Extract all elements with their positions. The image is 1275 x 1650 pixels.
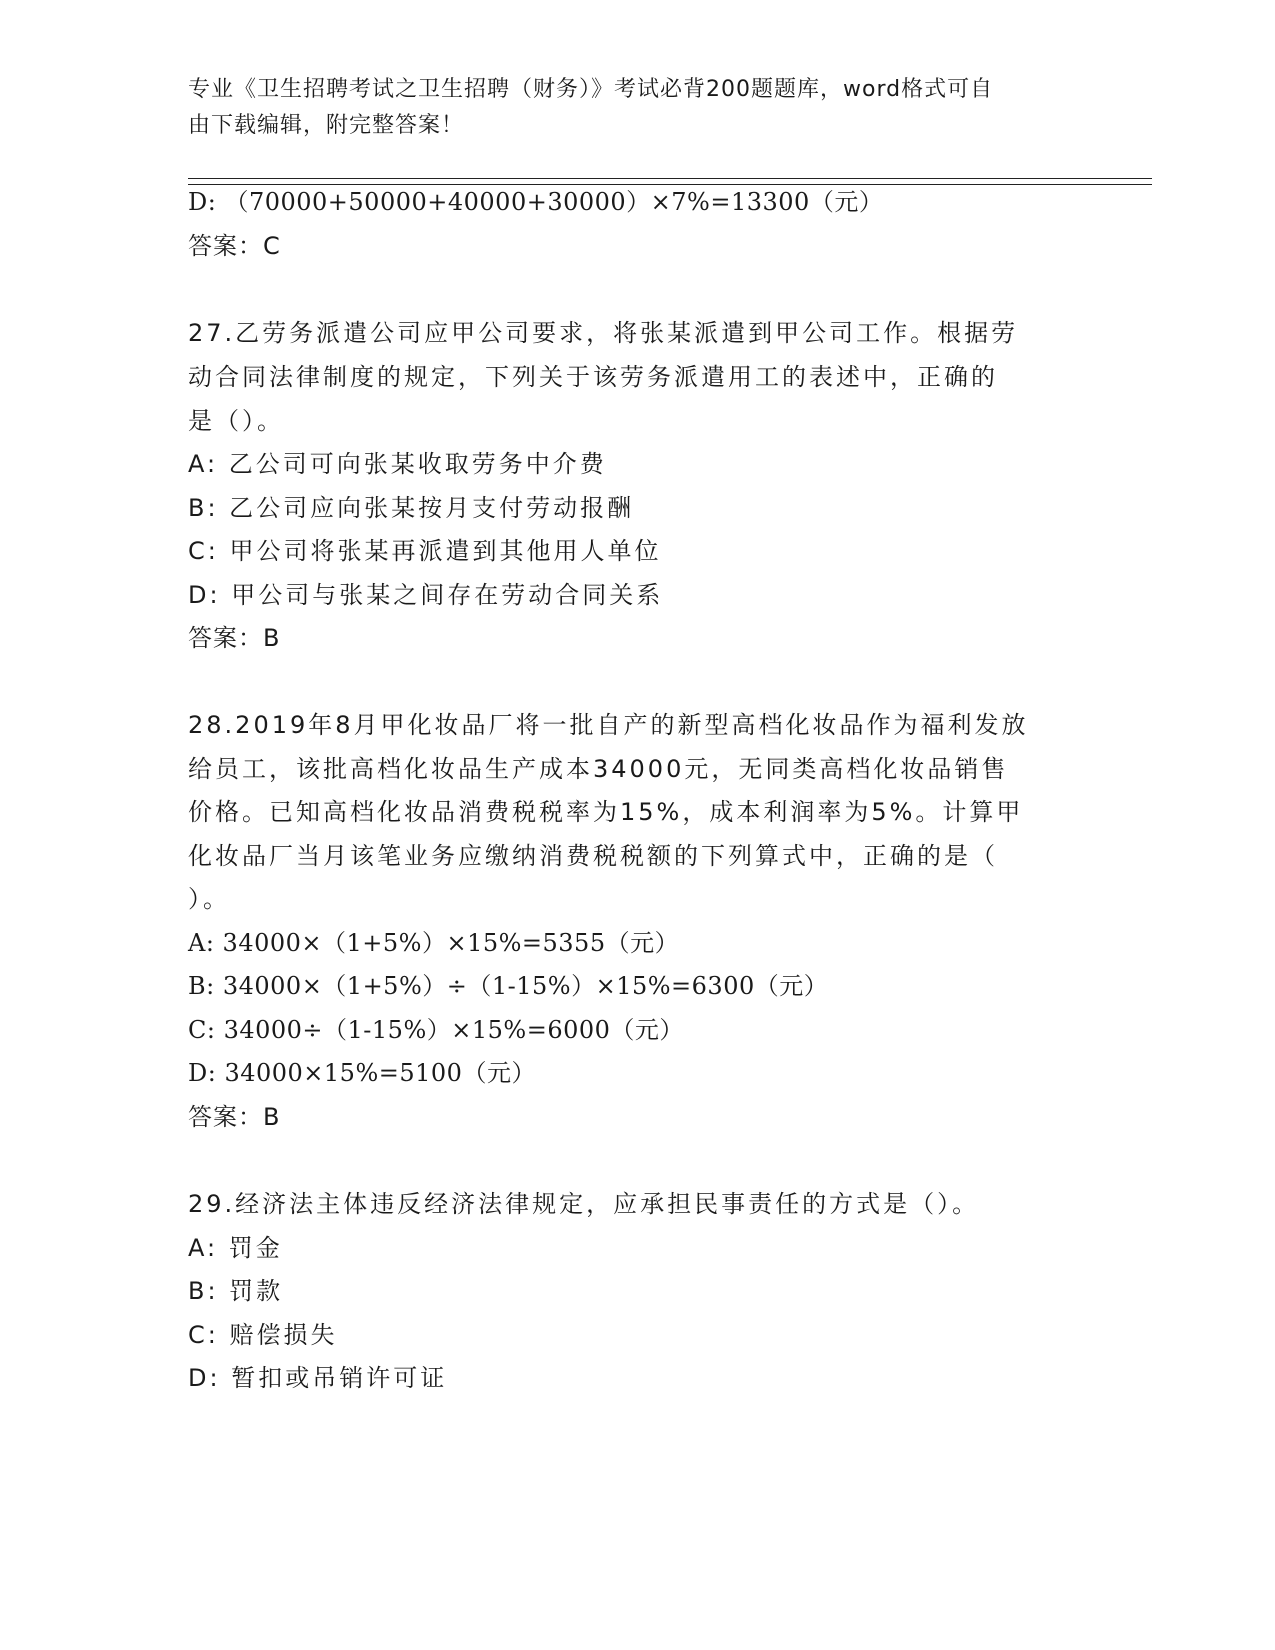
q26-option-d: D: （70000+50000+40000+30000）×7%=13300（元） <box>188 188 884 216</box>
header-line-1: 专业《卫生招聘考试之卫生招聘（财务）》考试必背200题题库，word格式可自 <box>188 77 994 102</box>
q27-stem-line-3: 是（）。 <box>188 407 284 435</box>
q28-option-b: B: 34000×（1+5%）÷（1-15%）×15%=6300（元） <box>188 972 829 1000</box>
document-header <box>188 72 1068 144</box>
q29-option-c: C: 赔偿损失 <box>188 1321 338 1349</box>
q29-option-d: D: 暂扣或吊销许可证 <box>188 1364 448 1392</box>
q28-option-a: A: 34000×（1+5%）×15%=5355（元） <box>188 929 680 957</box>
q27-option-d: D: 甲公司与张某之间存在劳动合同关系 <box>188 581 664 609</box>
q27-stem-line-2: 动合同法律制度的规定，下列关于该劳务派遣用工的表述中，正确的 <box>188 363 998 391</box>
q28-stem-line-3: 价格。已知高档化妆品消费税税率为15%，成本利润率为5%。计算甲 <box>188 798 1024 826</box>
q28-stem-line-5: ）。 <box>188 885 230 913</box>
q27-option-a: A: 乙公司可向张某收取劳务中介费 <box>188 450 607 478</box>
q28-option-c: C: 34000÷（1-15%）×15%=6000（元） <box>188 1016 684 1044</box>
q29-stem-line-1: 29.经济法主体违反经济法律规定，应承担民事责任的方式是（）。 <box>188 1190 980 1218</box>
q27-stem-line-1: 27.乙劳务派遣公司应甲公司要求，将张某派遣到甲公司工作。根据劳 <box>188 319 1019 347</box>
q28-stem-line-1: 28.2019年8月甲化妆品厂将一批自产的新型高档化妆品作为福利发放 <box>188 711 1029 739</box>
header-divider <box>188 178 1152 185</box>
q28-stem-line-4: 化妆品厂当月该笔业务应缴纳消费税税额的下列算式中，正确的是（ <box>188 842 998 870</box>
q29-option-b: B: 罚款 <box>188 1277 284 1305</box>
q28-stem-line-2: 给员工，该批高档化妆品生产成本34000元，无同类高档化妆品销售 <box>188 755 1009 783</box>
q27-option-b: B: 乙公司应向张某按月支付劳动报酬 <box>188 494 635 522</box>
q26-answer: 答案：C <box>188 232 281 260</box>
q27-answer: 答案：B <box>188 624 281 652</box>
header-line-2: 由下载编辑，附完整答案！ <box>188 113 465 138</box>
q28-option-d: D: 34000×15%=5100（元） <box>188 1059 536 1087</box>
q29-option-a: A: 罚金 <box>188 1234 283 1262</box>
q28-answer: 答案：B <box>188 1103 281 1131</box>
q27-option-c: C: 甲公司将张某再派遣到其他用人单位 <box>188 537 662 565</box>
